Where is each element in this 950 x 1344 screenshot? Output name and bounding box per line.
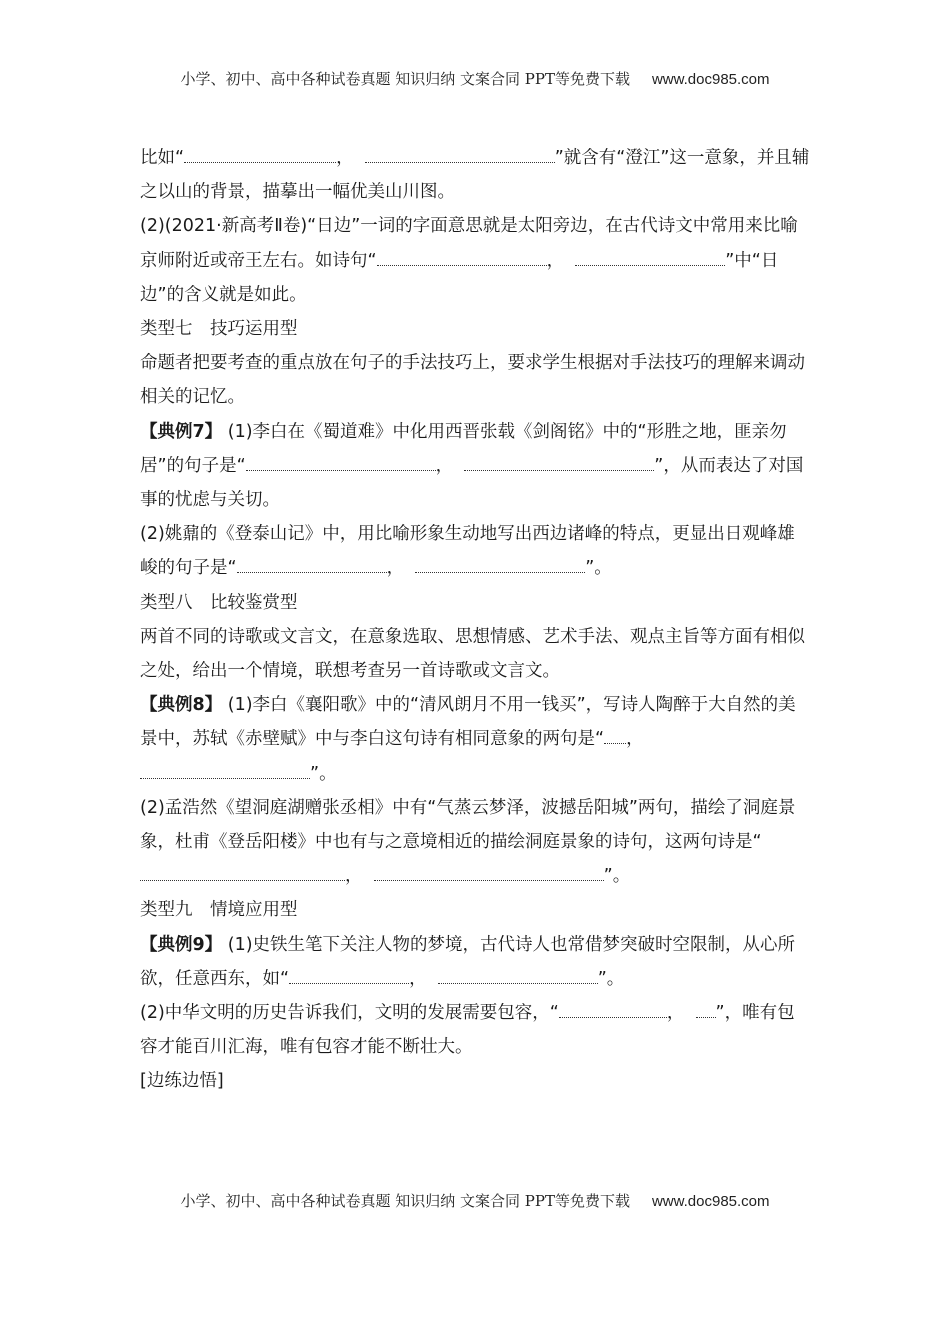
fill-blank[interactable] [374, 866, 604, 881]
fill-blank[interactable] [415, 558, 585, 573]
fill-blank[interactable] [604, 729, 626, 744]
paragraph: (2)孟浩然《望洞庭湖赠张丞相》中有“气蒸云梦泽，波撼岳阳城”两句，描绘了洞庭景象，杜甫《登岳阳楼》中也有与之意境相近的描绘洞庭景象的诗句，这两句诗是“， ”。 [140, 797, 796, 887]
paragraph: (2)中华文明的历史告诉我们，文明的发展需要包容，“ ， ”，唯有包容才能百川汇海，唯有包容才能不断壮大。 [140, 1003, 795, 1058]
fill-blank[interactable] [559, 1003, 667, 1018]
example-9: 【典例9】 (1)史铁生笔下关注人物的梦境，古代诗人也常借梦突破时空限制，从心所欲，任意西东，如“ ， ”。 [140, 934, 796, 989]
fill-blank[interactable] [464, 456, 654, 471]
example-8: 【典例8】 (1)李白《襄阳歌》中的“清风朗月不用一钱买”，写诗人陶醉于大自然的美景中，苏轼《赤壁赋》中与李白这句诗有相同意象的两句是“ ， ”。 [140, 695, 796, 784]
paragraph: (2)(2021·新高考Ⅱ卷)“日边”一词的字面意思就是太阳旁边，在古代诗文中常用来比喻京师附近或帝王左右。如诗句“ ， ”中“日边”的含义就是如此。 [140, 216, 798, 305]
paragraph: 两首不同的诗歌或文言文，在意象选取、思想情感、艺术手法、观点主旨等方面有相似之处，给出一个情境，联想考查另一首诗歌或文言文。 [140, 626, 805, 682]
example-7: 【典例7】 (1)李白在《蜀道难》中化用西晋张载《剑阁铭》中的“形胜之地，匪亲勿居”的句子是“ ， ”，从而表达了对国事的忧虑与关切。 [140, 421, 804, 511]
section-heading: 类型九 情境应用型 [140, 900, 298, 921]
document-body [140, 141, 812, 1099]
page-footer [0, 1190, 950, 1211]
fill-blank[interactable] [696, 1003, 716, 1018]
example-label: 【典例7】 [140, 421, 223, 442]
header-text: 小学、初中、高中各种试卷真题 知识归纳 文案合同 PPT等免费下载 [180, 70, 630, 88]
fill-blank[interactable] [184, 148, 336, 163]
paragraph: 命题者把要考查的重点放在句子的手法技巧上，要求学生根据对手法技巧的理解来调动相关的记忆。 [140, 353, 805, 408]
fill-blank[interactable] [140, 866, 345, 881]
fill-blank[interactable] [289, 969, 409, 984]
header-url[interactable]: www.doc985.com [651, 71, 770, 88]
fill-blank[interactable] [140, 764, 310, 779]
section-heading: 类型七 技巧运用型 [140, 319, 298, 340]
paragraph: (2)姚鼐的《登泰山记》中，用比喻形象生动地写出西边诸峰的特点，更显出日观峰雄峻的句子是“ ， ”。 [140, 524, 795, 579]
fill-blank[interactable] [438, 969, 598, 984]
section-heading: 类型八 比较鉴赏型 [140, 592, 298, 613]
example-label: 【典例8】 [140, 695, 223, 716]
example-label: 【典例9】 [140, 934, 223, 955]
fill-blank[interactable] [246, 456, 436, 471]
paragraph: 比如“ ， ”就含有“澄江”这一意象，并且辅之以山的背景，描摹出一幅优美山川图。 [140, 148, 810, 203]
practice-heading: [边练边悟] [140, 1071, 224, 1092]
fill-blank[interactable] [575, 251, 725, 266]
fill-blank[interactable] [365, 148, 555, 163]
footer-text: 小学、初中、高中各种试卷真题 知识归纳 文案合同 PPT等免费下载 [180, 1192, 630, 1210]
fill-blank[interactable] [237, 558, 387, 573]
footer-url[interactable]: www.doc985.com [651, 1193, 770, 1210]
page-header [0, 68, 950, 89]
fill-blank[interactable] [377, 251, 547, 266]
